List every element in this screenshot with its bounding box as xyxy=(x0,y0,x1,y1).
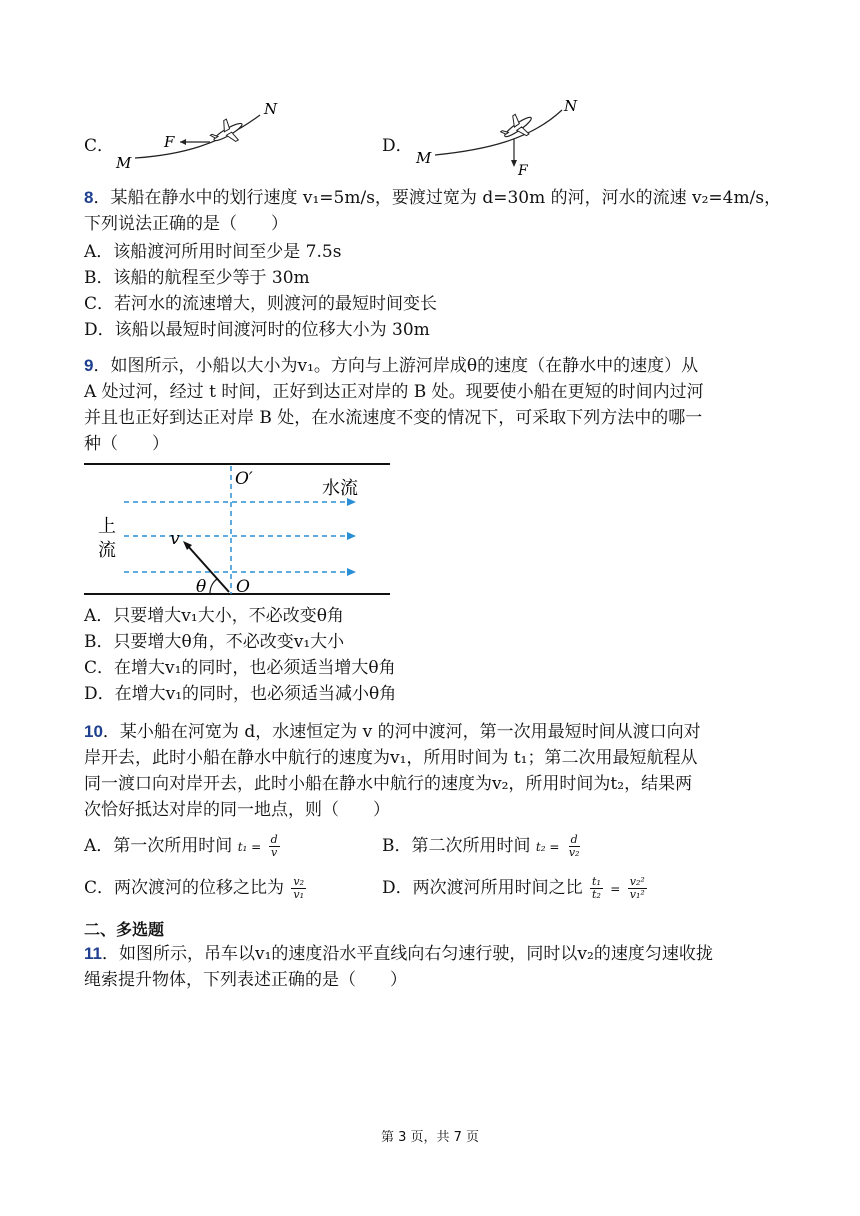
q7-option-d-figure xyxy=(410,95,590,180)
q10-option-a xyxy=(84,834,282,859)
q10-option-b-fraction: $\frac{d}{\text{v₂}}$ xyxy=(568,833,580,859)
airplane-icon xyxy=(207,114,248,151)
q8-option-c: C．若河水的流速增大，则渡河的最短时间变长 xyxy=(84,294,438,314)
trajectory-curve xyxy=(135,115,260,158)
label-theta: θ xyxy=(196,577,207,596)
label-o-prime: O′ xyxy=(235,469,253,489)
q10-option-c-text: C．两次渡河的位移之比为 xyxy=(84,878,285,898)
q8-option-b: B．该船的航程至少等于 30m xyxy=(84,268,310,288)
q7-option-d-label: D． xyxy=(382,136,413,156)
label-upstream-2: 流 xyxy=(98,540,116,561)
q7-option-c-figure xyxy=(110,100,290,175)
velocity-vector xyxy=(187,545,229,592)
q10-option-a-text: A．第一次所用时间 xyxy=(84,836,233,856)
q10-option-c xyxy=(84,876,308,901)
label-M: M xyxy=(416,149,432,167)
trajectory-curve xyxy=(435,110,562,155)
q10-option-c-fraction: $\frac{\text{v₂}}{\text{v₁}}$ xyxy=(293,875,305,901)
q8-text-1: ．某船在静水中的划行速度 v₁=5m/s，要渡过宽为 d=30m 的河，河水的流速 v₂=4m/s， xyxy=(93,188,782,208)
label-N: N xyxy=(564,97,578,115)
q9-option-d: D．在增大v₁的同时，也必须适当减小θ角 xyxy=(84,684,397,704)
q9-stem-line2: A 处过河，经过 t 时间，正好到达正对岸的 B 处。现要使小船在更短的时间内过河 xyxy=(84,382,704,402)
q10-option-d-equals: = xyxy=(610,882,621,896)
q10-stem-line2: 岸开去，此时小船在静水中航行的速度为v₁，所用时间为 t₁；第二次用最短航程从 xyxy=(84,748,698,768)
label-v: v xyxy=(170,529,180,549)
theta-arc xyxy=(210,579,217,594)
q8-stem-line2: 下列说法正确的是（ ） xyxy=(84,214,288,234)
q10-option-d-text: D．两次渡河所用时间之比 xyxy=(382,878,583,898)
q9-text-1: ．如图所示，小船以大小为v₁。方向与上游河岸成θ的速度（在静水中的速度）从 xyxy=(93,356,699,376)
q9-option-b: B．只要增大θ角，不必改变v₁大小 xyxy=(84,632,345,652)
q11-stem-line2: 绳索提升物体，下列表述正确的是（ ） xyxy=(84,970,407,990)
q10-option-b-lhs: t₂ = xyxy=(535,840,560,854)
q11-text-1: ．如图所示，吊车以v₁的速度沿水平直线向右匀速行驶，同时以v₂的速度匀速收拢 xyxy=(101,944,713,964)
page-footer: 第 3 页，共 7 页 xyxy=(380,1130,480,1145)
q9-number: 9 xyxy=(84,356,94,375)
q10-option-d xyxy=(382,876,649,901)
label-F: F xyxy=(518,163,528,179)
q10-stem-line1 xyxy=(84,720,701,744)
label-F: F xyxy=(164,133,175,151)
q10-option-a-fraction: $\frac{d}{v}$ xyxy=(270,833,278,859)
label-M: M xyxy=(116,154,132,172)
water-flow-arrows xyxy=(124,502,348,572)
q10-number: 10 xyxy=(84,722,103,741)
section-heading-multiple-choice: 二、多选题 xyxy=(84,920,165,939)
q9-option-c: C．在增大v₁的同时，也必须适当增大θ角 xyxy=(84,658,396,678)
q9-stem-line3: 并且也正好到达正对岸 B 处，在水流速度不变的情况下，可采取下列方法中的哪一 xyxy=(84,408,703,428)
q10-option-d-left-fraction: $\frac{\text{t₁}}{\text{t₂}}$ xyxy=(592,875,601,901)
q10-option-b xyxy=(382,834,583,859)
q10-text-1: ．某小船在河宽为 d，水速恒定为 v 的河中渡河，第一次用最短时间从渡口向对 xyxy=(102,722,701,742)
q10-option-b-text: B．第二次所用时间 xyxy=(382,836,531,856)
q8-stem-line1 xyxy=(84,186,781,210)
q9-stem-line1 xyxy=(84,354,698,378)
q8-option-a: A．该船渡河所用时间至少是 7.5s xyxy=(84,242,342,262)
q8-option-d: D．该船以最短时间渡河时的位移大小为 30m xyxy=(84,320,430,340)
q10-option-d-right-fraction: $\frac{\text{v₂²}}{\text{v₁²}}$ xyxy=(629,875,645,901)
q10-stem-line4: 次恰好抵达对岸的同一地点，则（ ） xyxy=(84,800,390,820)
q10-stem-line3: 同一渡口向对岸开去，此时小船在静水中航行的速度为v₂，所用时间为t₂，结果两 xyxy=(84,774,693,794)
airplane-icon xyxy=(497,108,538,147)
q9-option-a: A．只要增大v₁大小，不必改变θ角 xyxy=(84,606,344,626)
label-water-flow: 水流 xyxy=(322,478,358,499)
q11-stem-line1 xyxy=(84,942,713,966)
label-N: N xyxy=(264,100,278,118)
q8-number: 8 xyxy=(84,188,94,207)
label-upstream-1: 上 xyxy=(98,516,116,537)
q9-river-figure xyxy=(84,462,390,596)
q10-option-a-lhs: t₁ = xyxy=(237,840,262,854)
q11-number: 11 xyxy=(84,944,102,963)
q7-option-c-label: C． xyxy=(84,136,115,156)
q9-stem-line4: 种（ ） xyxy=(84,434,169,454)
label-o: O xyxy=(236,577,250,596)
